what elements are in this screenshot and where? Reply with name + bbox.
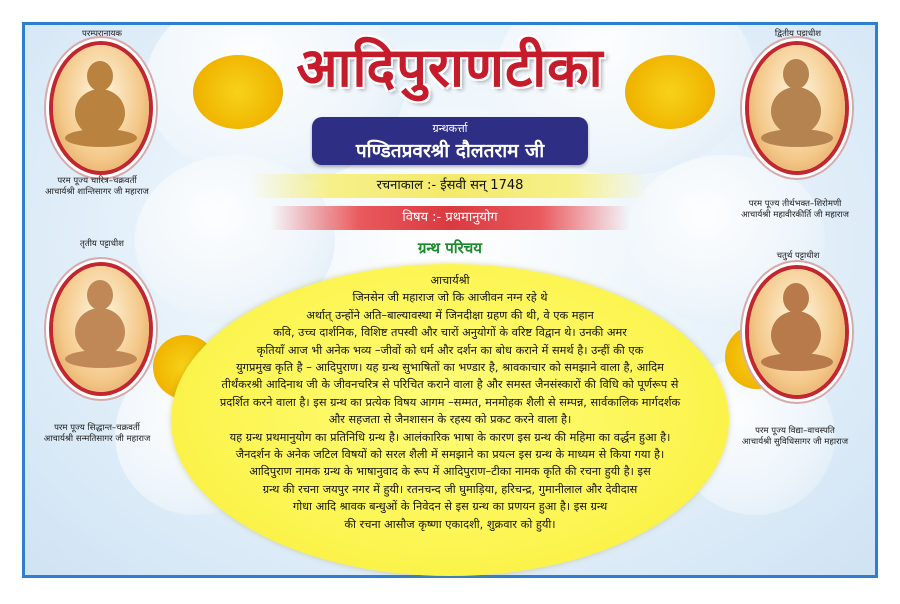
author-label: ग्रन्थकर्त्ता — [432, 122, 468, 135]
portrait-caption-line: परम पूज्य सिद्धान्त–चक्रवर्ती — [54, 423, 140, 433]
portrait-title: द्वितीय पट्टाधीश — [774, 29, 822, 39]
body-line: कृतियाँ आज भी अनेक भव्य –जीवों को धर्म और दर्शन का बोध कराने में समर्थ है। उन्हीं की एक — [256, 343, 644, 357]
portrait-image — [49, 41, 153, 175]
portrait-caption-line: आचार्यश्री सन्मतिसागर जी महाराज — [43, 434, 151, 444]
body-line: अर्थात् उन्होंने अति–बाल्यावस्था में जिनदीक्षा ग्रहण की थी, वे एक महान — [306, 308, 594, 322]
intro-heading: ग्रन्थ परिचय — [417, 239, 483, 257]
portrait-image — [49, 262, 153, 396]
portrait-caption-line: आचार्यश्री महावीरकीर्ति जी महाराज — [741, 210, 849, 220]
composition-date: रचनाकाल :- ईसवी सन् 1748 — [250, 174, 650, 198]
intro-body — [171, 272, 729, 533]
body-line: जैनदर्शन के अनेक जटिल विषयों को सरल शैली में समझाने का प्रयत्न इस ग्रन्थ के माध्यम से किया गया है। — [235, 448, 665, 462]
body-line: प्रदर्शित करने वाला है। इस ग्रन्थ का प्रत्येक विषय आगम –सम्मत, मनमोहक शैली से सम्पन्न, सार्वकालिक मार्गदर्शक — [219, 395, 681, 409]
portrait-title: तृतीय पट्टाधीश — [80, 239, 124, 249]
page-title: आदिपुराणटीका — [296, 36, 604, 99]
portrait-caption-line: आचार्यश्री सुविधिसागर जी महाराज — [741, 437, 849, 447]
body-line: की रचना आसौज कृष्णा एकादशी, शुक्रवार को हुयी। — [344, 517, 556, 531]
portrait-caption — [730, 426, 860, 448]
author-name: पण्डितप्रवरश्री दौलतराम जी — [355, 140, 545, 162]
body-line: ग्रन्थ की रचना जयपुर नगर में हुयी। रतनचन्द जी घुमाड़िया, हरिचन्द्र, गुमानीलाल और देवीदास — [262, 482, 638, 496]
portrait-caption — [730, 199, 860, 221]
portrait-caption-line: परम पूज्य तीर्थभक्त–शिरोमणी — [748, 199, 842, 209]
body-line: तीर्थंकरश्री आदिनाथ जी के जीवनचरित्र से परिचित कराने वाला है और समस्त जैनसंस्कारों की विधि को पूर्णरूप से — [221, 378, 679, 392]
body-line: आदिपुराण नामक ग्रन्थ के भाषानुवाद के रूप में आदिपुराण–टीका नामक कृति की रचना हुयी है। इस — [249, 465, 651, 479]
body-line: युगप्रमुख कृति है – आदिपुराण। यह ग्रन्थ सुभाषितों का भण्डार है, श्रावकाचार को समझाने वाला है, आदिम — [236, 361, 664, 375]
portrait-image — [745, 265, 849, 399]
body-line: और सहजता से जैनशासन के रहस्य को प्रकट करने वाला है। — [328, 413, 572, 427]
portrait-caption-line: परम पूज्य विद्या–वाचस्पति — [755, 426, 835, 436]
portrait-caption — [32, 423, 162, 445]
body-line: जिनसेन जी महाराज जो कि आजीवन नग्न रहे थे — [352, 291, 548, 305]
portrait-caption — [32, 176, 162, 198]
portrait-title: चतुर्थ पट्टाधीश — [776, 251, 820, 261]
body-line: आचार्यश्री — [430, 274, 470, 287]
author-box — [312, 117, 588, 165]
portrait-caption-line: परम पूज्य चारित्र–चक्रवर्ती — [57, 176, 137, 186]
portrait-caption-line: आचार्यश्री शान्तिसागर जी महाराज — [45, 187, 149, 197]
portrait-image — [745, 41, 849, 175]
body-line: यह ग्रन्थ प्रथमानुयोग का प्रतिनिधि ग्रन्थ है। आलंकारिक भाषा के कारण इस ग्रन्थ की महिमा का वर्द्धन हुआ है। — [229, 430, 671, 444]
body-line: गोधा आदि श्रावक बन्धुओं के निवेदन से इस ग्रन्थ का प्रणयन हुआ है। इस ग्रन्थ — [292, 500, 608, 514]
subject-label: विषय :- प्रथमानुयोग — [270, 206, 630, 230]
portrait-title: परम्परानायक — [82, 29, 122, 39]
body-line: कवि, उच्च दार्शनिक, विशिष्ट तपस्वी और चारों अनुयोगों के वरिष्ट विद्वान थे। उनकी अमर — [273, 326, 627, 340]
